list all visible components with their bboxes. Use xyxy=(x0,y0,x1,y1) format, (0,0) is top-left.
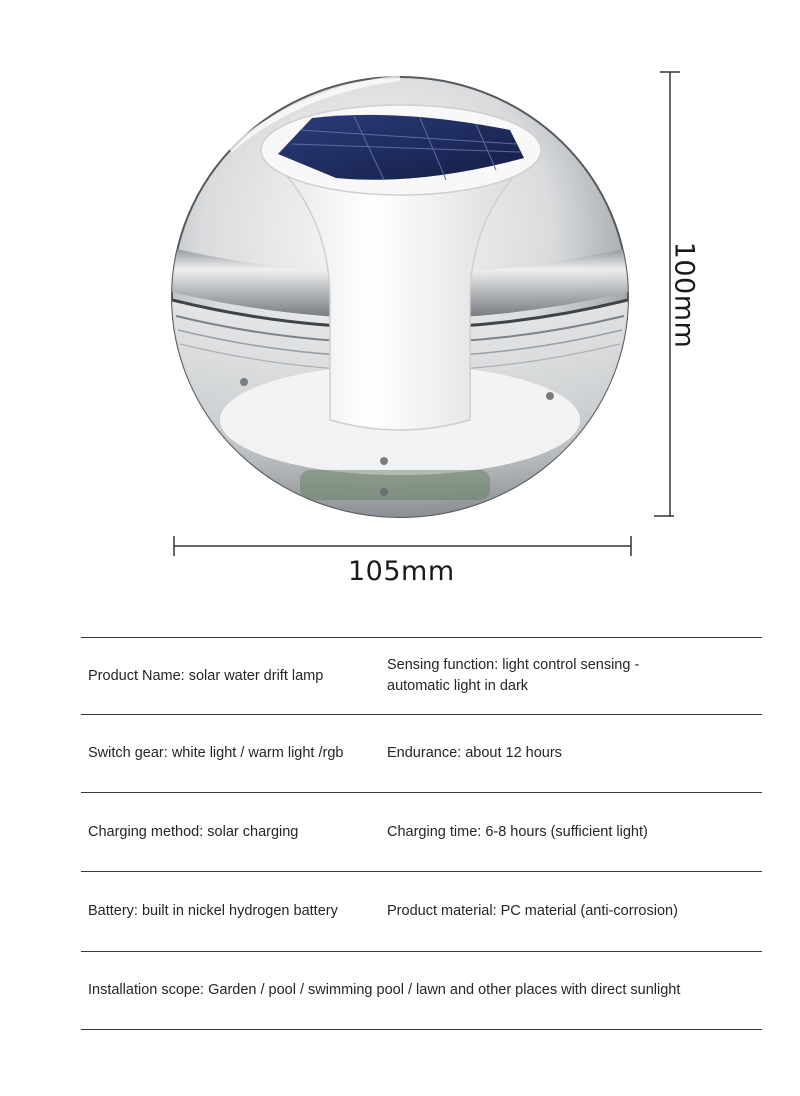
spec-installation-scope: Installation scope: Garden / pool / swimming pool / lawn and other places with direct sunlight xyxy=(88,982,681,998)
spec-row xyxy=(81,871,762,951)
width-label: 105mm xyxy=(348,556,455,587)
spec-row xyxy=(81,714,762,792)
height-label: 100mm xyxy=(668,241,700,349)
spec-endurance: Endurance: about 12 hours xyxy=(387,745,562,761)
spec-battery: Battery: built in nickel hydrogen battery xyxy=(88,903,338,919)
spec-row xyxy=(81,951,762,1030)
spec-row xyxy=(81,792,762,871)
spec-charging-time: Charging time: 6-8 hours (sufficient light) xyxy=(387,823,648,840)
spec-sensing-function: Sensing function: light control sensing - automatic light in dark xyxy=(387,657,640,694)
solar-panel xyxy=(261,105,541,195)
spec-switch-gear: Switch gear: white light / warm light /rgb xyxy=(88,745,344,761)
spec-product-material: Product material: PC material (anti-corrosion) xyxy=(387,903,678,919)
spec-row xyxy=(81,637,762,714)
width-dimension-line xyxy=(174,536,631,556)
spec-charging-method: Charging method: solar charging xyxy=(88,823,299,840)
spec-product-name: Product Name: solar water drift lamp xyxy=(88,667,324,684)
spec-table xyxy=(81,637,762,1030)
